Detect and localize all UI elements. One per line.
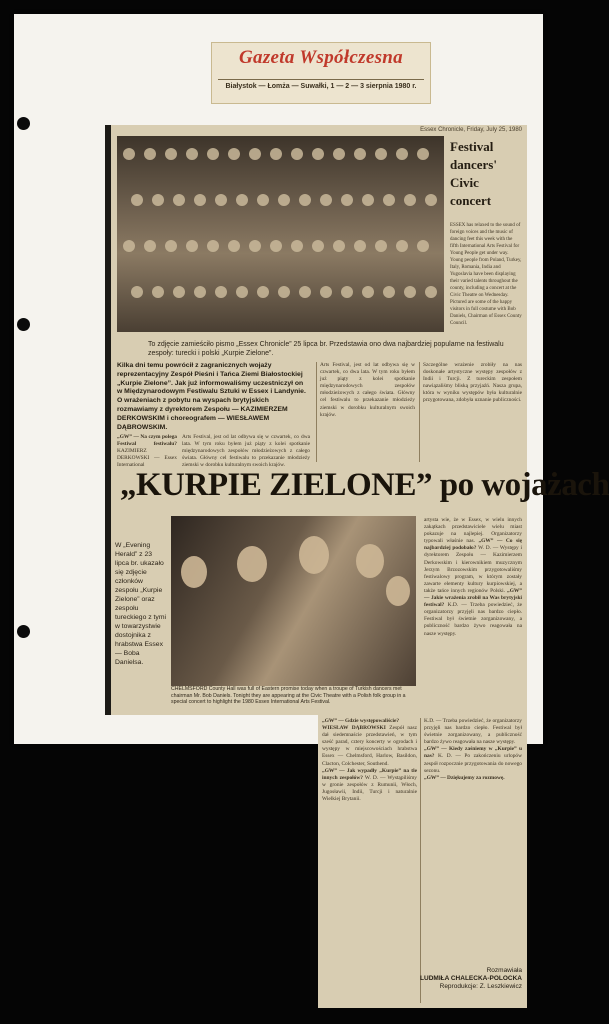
question-1: „GW” — Na czym polega Festiwal festiwalu? (117, 434, 177, 448)
clipping-edge (105, 125, 111, 715)
column-rule (316, 362, 317, 462)
question-2: „GW” — Co się najbardziej podobało? (424, 538, 522, 552)
dancer-figure (144, 148, 156, 160)
dancer-figure (152, 194, 164, 206)
dancer-figure (236, 194, 248, 206)
column-rule (420, 718, 421, 1003)
dancer-figure (291, 148, 303, 160)
dancer-figure (131, 194, 143, 206)
dancer-figure (396, 148, 408, 160)
dancer-figure (270, 240, 282, 252)
closing-line: „GW” — Dziękujemy za rozmowę. (424, 774, 505, 781)
dancers-photo-caption: CHELMSFORD County Hall was full of Eastern promise today when a troupe of Turkish dancers met chairman Mr. Bob Daniels. Tonight they are appearing at the Civic Theatre with a Polish folk group in a special concert to highlight the 1980 Essex International Arts Festival. (171, 686, 406, 706)
question-4: „GW” — Gdzie występowaliście? (322, 718, 400, 724)
right-column-text: artysta wie, że w Essex, w wielu innych zakątkach przedstawiciele wielu miast pokazuje na najlepiej. Organizatorzy typowali właśnie nas. (424, 517, 522, 545)
dancer-figure (417, 148, 429, 160)
dancer-figure (194, 194, 206, 206)
dancer-figure (383, 286, 395, 298)
dancer-figure (236, 286, 248, 298)
lower-column-right (424, 718, 522, 963)
dancer-figure (341, 286, 353, 298)
dancer-figure (375, 148, 387, 160)
dancer-figure (278, 194, 290, 206)
dancer-figure (362, 286, 374, 298)
dancer-figure (257, 286, 269, 298)
dancer-figure (417, 240, 429, 252)
binder-hole (17, 117, 30, 130)
answer-1-speaker: KAZIMIERZ DERKOWSKI — Essex International (117, 448, 177, 469)
dancer-figure (215, 286, 227, 298)
dancer-figure (312, 148, 324, 160)
dancer-figure (320, 286, 332, 298)
newspaper-title: Gazeta Współczesna (239, 47, 403, 68)
photo-caption: To zdjęcie zamieściło pismo „Essex Chronicle” 25 lipca br. Przedstawia ono dwa najbardziej popularne na festiwalu zespoły: turecki i polski „Kurpie Zielone”. (148, 341, 504, 357)
dancer-figure (173, 286, 185, 298)
byline (420, 967, 522, 991)
column-right-top-b: Szczególne wrażenie zrobiły na nas doskonałe artystyczne występy zespołów z Indii i Turcji. Z tureckim zespołem nawiązaliśmy bliską przyjaźń. Nasza grupa, która w wyniku występów była kulturalnie przygotowana, zdobyła uznanie publiczności. (423, 362, 522, 404)
dancer-figure (320, 194, 332, 206)
answer-3-continued: K.D. — Trzeba powiedzieć, że organizatorzy przyjęli nas bardzo ciepło. Festiwal był świetnie zorganizowany, a publiczność bardzo żywo reagowała na nasze występy. (424, 718, 522, 746)
byline-label: Rozmawiała (486, 967, 522, 974)
dancer-figure (270, 148, 282, 160)
dancer-figure (354, 240, 366, 252)
dancer-figure (375, 240, 387, 252)
article-intro: Kilka dni temu powrócił z zagranicznych wojaży reprezentacyjny Zespół Pieśni i Tańca Ziemi Białostockiej „Kurpie Zielone”. Jak już informowaliśmy uczestniczył on w Międzynarodowym Festiwalu Sztuki w Essex i Landynie. O wrażeniach z pobytu na wyspach brytyjskich rozmawiamy z dyrektorem Zespołu — KAZIMIERZEM DERKOWSKIM i choreografem — WIESŁAWEM DĄBROWSKIM. (117, 362, 306, 431)
column-mid: Arts Festival, jest od lat odbywa się w czwartek, co dwa lata. W tym roku byłem już piąty z kolei spotkanie międzynarodowych zespołów młodzieżowych z całego świata. Główny cel festiwalu to przekazanie młodzieży ziemski w dorobku kulturalnym swoich krajów. (182, 434, 310, 469)
column-right-top-a: Arts Festival, jest od lat odbywa się w czwartek, co dwa lata. W tym roku byłem już piąty z kolei spotkanie międzynarodowych zespołów młodzieżowych z całego świata. Główny cel festiwalu to przekazanie młodzieży ziemski w dorobku kulturalnym swoich krajów. (320, 362, 415, 418)
dancer-figure (312, 240, 324, 252)
newspaper-date-line: Białystok — Łomża — Suwałki, 1 — 2 — 3 sierpnia 1980 r. (218, 79, 424, 90)
dancer-figure (354, 148, 366, 160)
question-6: „GW” — Jak wypadły „Kurpie” na tle innych zespołów? (322, 767, 417, 781)
dancer-figure (333, 148, 345, 160)
column-rule (419, 362, 420, 462)
dancer-figure (215, 194, 227, 206)
dancer-figure (194, 286, 206, 298)
dancer-figure (131, 286, 143, 298)
article-headline: „KURPIE ZIELONE” po wojażach (120, 467, 609, 503)
left-photo-caption: W „Evening Herald” z 23 lipca br. ukazało się zdjęcie członków zespołu „Kurpie Zielone” oraz zespołu tureckiego z tymi w towarzystwie dostojnika z hrabstwa Essex — Boba Danielsa. (115, 542, 166, 666)
dancer-figure (207, 240, 219, 252)
byline-name: LUDMIŁA CHALECKA-POLOCKA (420, 975, 522, 982)
answer-5: K. D. — Po zakończeniu urlopów zespół rozpocznie przygotowania do nowego sezonu. (424, 753, 522, 774)
dancer-figure (207, 148, 219, 160)
answer-3: K.D. — Trzeba powiedzieć, że organizatorzy przyjęli nas bardzo ciepło. Festiwal był świetnie zorganizowany, a publiczność bardzo żywo reagowała na nasze występy. (424, 602, 522, 637)
dancer-figure (362, 194, 374, 206)
crowd-figures (117, 136, 444, 332)
source-kicker: Essex Chronicle, Friday, July 25, 1980 (420, 127, 522, 133)
dancer-figure (396, 240, 408, 252)
english-side-text: ESSEX has relaxed to the sound of foreign voices and the music of dancing feet this week with the fifth International Arts Festival for Young People get under way. Young people from Poland, Turkey, Italy, Romania, India and Yugoslavia have been displaying their varied talents throughout the county, including a concert at the Civic Theatre on Wednesday. Pictured are some of the happy visitors in full costume with Bob Daniels, Chairman of Essex County Council. (450, 223, 522, 326)
dancer-figure (228, 240, 240, 252)
question-3: „GW” — Jakie wrażenia zrobił na Was brytyjski festiwal? (424, 587, 522, 609)
dancer-figure (425, 286, 437, 298)
dancer-figure (257, 194, 269, 206)
dancer-figure (333, 240, 345, 252)
dancer-figure (173, 194, 185, 206)
dancer-figure (249, 240, 261, 252)
binder-hole (17, 318, 30, 331)
dancer-figure (404, 194, 416, 206)
face (181, 556, 207, 588)
dancer-figure (341, 194, 353, 206)
dancer-figure (383, 194, 395, 206)
answer-2: W. D. — Występy i dyrektorem Zespołu — Kazimierzem Derkowskim i kierownikiem muzycznym Jerzym Brzozowskim przygotowaliśmy festiwalowy program, w którym zostały zawarte elementy kultury kurpiowskiej, a także tańce innych regionów Polski. (424, 545, 523, 594)
dancer-figure (228, 148, 240, 160)
english-headline: Festival dancers' Civic concert (450, 139, 497, 208)
answer-4: Zespół nasz dał siedemnaście przedstawień, w tym sześć parad, cztery koncerty w ogrodach i występy w miejscowościach hrabstwa Essex — Chelmsford, Harlow, Basildon, Clacton, Colchester, Southend. (322, 725, 417, 767)
dancer-figure (299, 194, 311, 206)
face (386, 576, 410, 606)
face (356, 544, 384, 578)
byline-credit: Reprodukcje: Z. Leszkiewicz (439, 983, 522, 990)
right-column-interview (424, 517, 522, 712)
answer-4-speaker: WIESŁAW DĄBROWSKI (322, 725, 386, 732)
dancer-figure (152, 286, 164, 298)
dancer-figure (123, 148, 135, 160)
lower-column-left (322, 718, 417, 1005)
dancer-figure (186, 148, 198, 160)
dancer-figure (165, 148, 177, 160)
dancer-figure (404, 286, 416, 298)
answer-6: W. D. — Wystąpiliśmy w gronie zespołów z Rumunii, Włoch, Jugosławii, Indii, Turcji i naturalnie Wielkiej Brytanii. (322, 774, 417, 803)
question-5: „GW” — Kiedy zaśniemy w „Kurpie” u nas? (424, 746, 522, 760)
dancer-figure (425, 194, 437, 206)
face (237, 546, 267, 582)
dancer-figure (291, 240, 303, 252)
dancer-figure (278, 286, 290, 298)
binder-hole (17, 625, 30, 638)
dancer-figure (123, 240, 135, 252)
dancer-figure (165, 240, 177, 252)
newspaper-masthead (211, 42, 431, 104)
folk-ensemble-photo (117, 136, 444, 332)
question-block-1 (117, 434, 177, 469)
dancer-figure (249, 148, 261, 160)
dancer-figure (186, 240, 198, 252)
dancer-figure (299, 286, 311, 298)
face (299, 536, 329, 574)
dancers-photo (171, 516, 416, 686)
dancer-figure (144, 240, 156, 252)
